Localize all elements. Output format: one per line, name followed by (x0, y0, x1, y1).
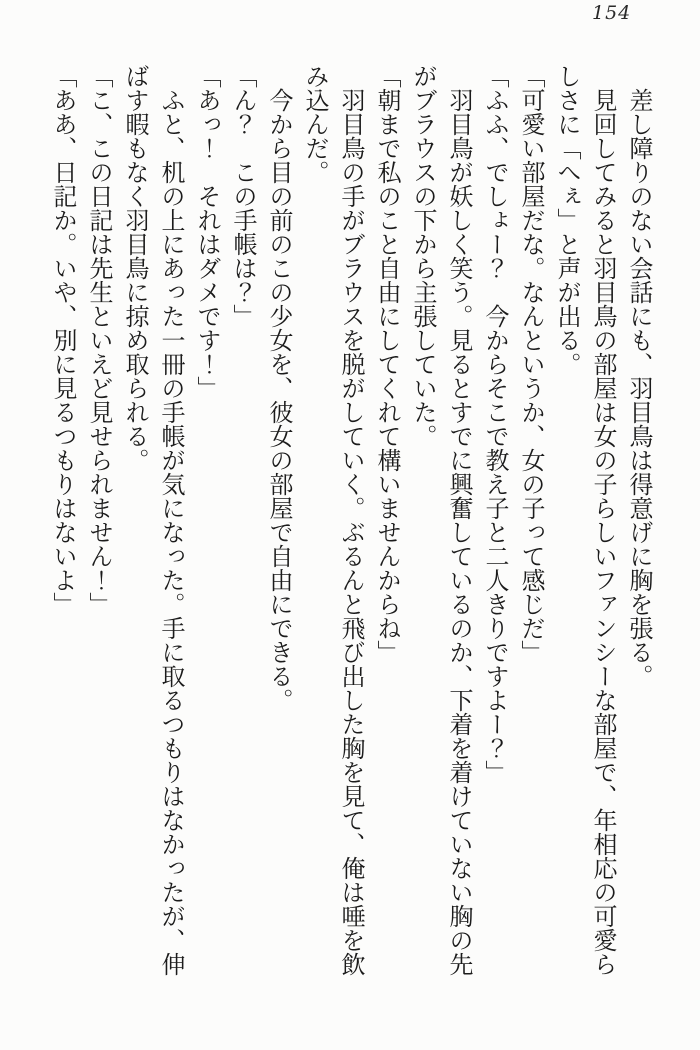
paragraph: 見回してみると羽目鳥の部屋は女の子らしいファンシーな部屋で、年相応の可愛らしさに「へぇ」と声が出る。 (553, 64, 617, 976)
paragraph: 今から目の前のこの少女を、彼女の部屋で自由にできる。 (265, 88, 293, 712)
text-block (45, 64, 657, 976)
paragraph: 差し障りのない会話にも、羽目鳥は得意げに胸を張る。 (625, 88, 653, 688)
paragraph: 「あっ！ それはダメです！」 (193, 64, 221, 400)
paragraph: 「可愛い部屋だな。なんというか、女の子って感じだ」 (517, 64, 545, 664)
page-number: 154 (592, 2, 632, 24)
paragraph: 「ふふ、でしょー？ 今からそこで教え子と二人きりですよー？」 (481, 64, 509, 784)
paragraph: 「こ、この日記は先生といえど見せられません！」 (85, 64, 113, 616)
paragraph: 「朝まで私のこと自由にしてくれて構いませんからね」 (373, 64, 401, 664)
paragraph: 羽目鳥が妖しく笑う。見るとすでに興奮しているのか、下着を着けていない胸の先がブラウスの下から主張していた。 (409, 64, 473, 976)
paragraph: 羽目鳥の手がブラウスを脱がしていく。ぶるんと飛び出した胸を見て、俺は唾を飲み込んだ。 (301, 64, 365, 976)
paragraph: ふと、机の上にあった一冊の手帳が気になった。手に取るつもりはなかったが、伸ばす暇もなく羽目鳥に掠め取られる。 (121, 64, 185, 976)
paragraph: 「ああ、日記か。いや、別に見るつもりはないよ」 (49, 64, 77, 616)
paragraph: 「ん？ この手帳は？」 (229, 64, 257, 328)
